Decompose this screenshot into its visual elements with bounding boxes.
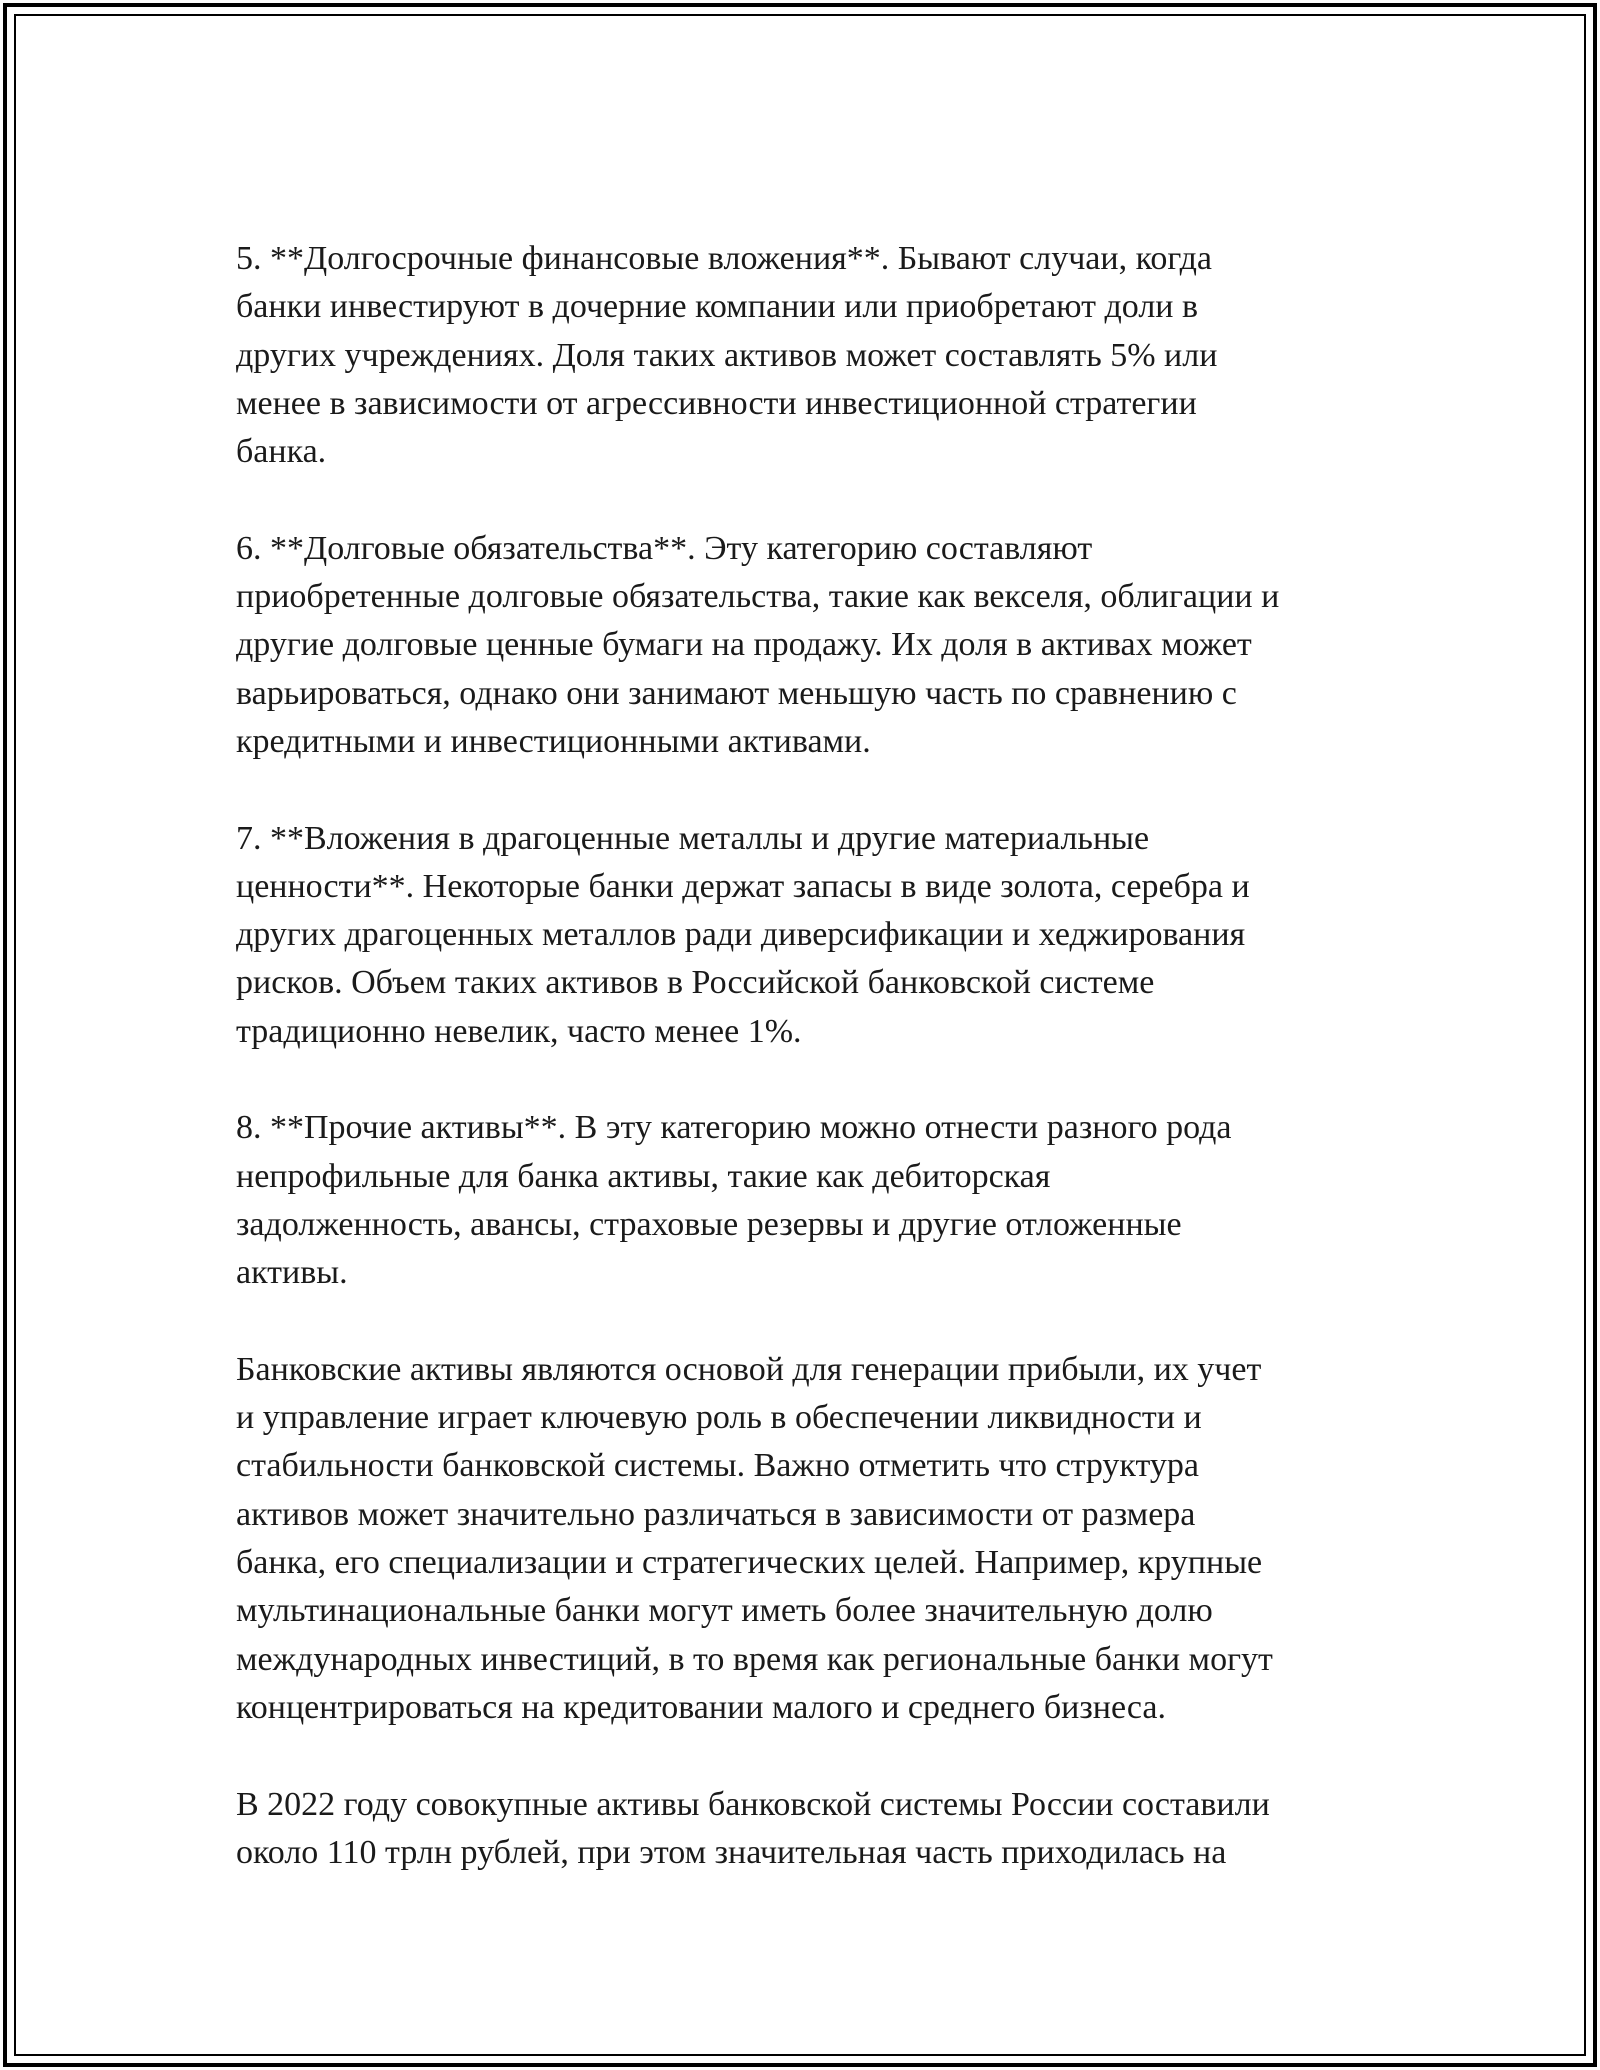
paragraph-2022-totals: [236, 1781, 1416, 1878]
text-line: Банковские активы являются основой для генерации прибыли, их учет: [236, 1350, 1262, 1388]
document-body: [236, 235, 1416, 1925]
text-line: В 2022 году совокупные активы банковской системы России составили: [236, 1785, 1270, 1823]
text-line: и управление играет ключевую роль в обеспечении ликвидности и: [236, 1399, 1202, 1437]
paragraph-debt-obligations: [236, 525, 1416, 766]
paragraph-other-assets: [236, 1104, 1416, 1297]
text-line: менее в зависимости от агрессивности инвестиционной стратегии: [236, 384, 1197, 422]
paragraph-long-term-investments: [236, 235, 1416, 476]
text-line: стабильности банковской системы. Важно отметить что структура: [236, 1447, 1199, 1485]
paragraph-bank-assets-summary: [236, 1346, 1416, 1732]
text-line: ценности**. Некоторые банки держат запасы в виде золота, серебра и: [236, 867, 1250, 905]
text-line: мультинациональные банки могут иметь более значительную долю: [236, 1592, 1213, 1630]
paragraph-precious-metals: [236, 815, 1416, 1056]
text-line: традиционно невелик, часто менее 1%.: [236, 1012, 802, 1050]
text-line: активов может значительно различаться в зависимости от размера: [236, 1495, 1196, 1533]
text-line: международных инвестиций, в то время как региональные банки могут: [236, 1640, 1273, 1678]
text-line: 7. **Вложения в драгоценные металлы и другие материальные: [236, 819, 1150, 857]
text-line: 5. **Долгосрочные финансовые вложения**. Бывают случаи, когда: [236, 240, 1213, 277]
text-line: задолженность, авансы, страховые резервы и другие отложенные: [236, 1205, 1182, 1243]
text-line: 6. **Долговые обязательства**. Эту категорию составляют: [236, 529, 1093, 567]
text-line: активы.: [236, 1254, 348, 1292]
text-line: банки инвестируют в дочерние компании или приобретают доли в: [236, 288, 1199, 326]
text-line: приобретенные долговые обязательства, такие как векселя, облигации и: [236, 578, 1280, 616]
text-line: других учреждениях. Доля таких активов может составлять 5% или: [236, 336, 1218, 374]
text-line: банка.: [236, 433, 327, 471]
text-line: около 110 трлн рублей, при этом значительная часть приходилась на: [236, 1833, 1227, 1871]
text-line: другие долговые ценные бумаги на продажу. Их доля в активах может: [236, 626, 1252, 664]
text-line: кредитными и инвестиционными активами.: [236, 722, 871, 760]
text-line: других драгоценных металлов ради диверсификации и хеджирования: [236, 916, 1246, 954]
text-line: рисков. Объем таких активов в Российской банковской системе: [236, 964, 1155, 1002]
text-line: 8. **Прочие активы**. В эту категорию можно отнести разного рода: [236, 1109, 1232, 1147]
text-line: непрофильные для банка активы, такие как дебиторская: [236, 1157, 1051, 1195]
text-line: банка, его специализации и стратегических целей. Например, крупные: [236, 1544, 1263, 1582]
text-line: концентрироваться на кредитовании малого и среднего бизнеса.: [236, 1688, 1166, 1726]
text-line: варьироваться, однако они занимают меньшую часть по сравнению с: [236, 674, 1237, 712]
